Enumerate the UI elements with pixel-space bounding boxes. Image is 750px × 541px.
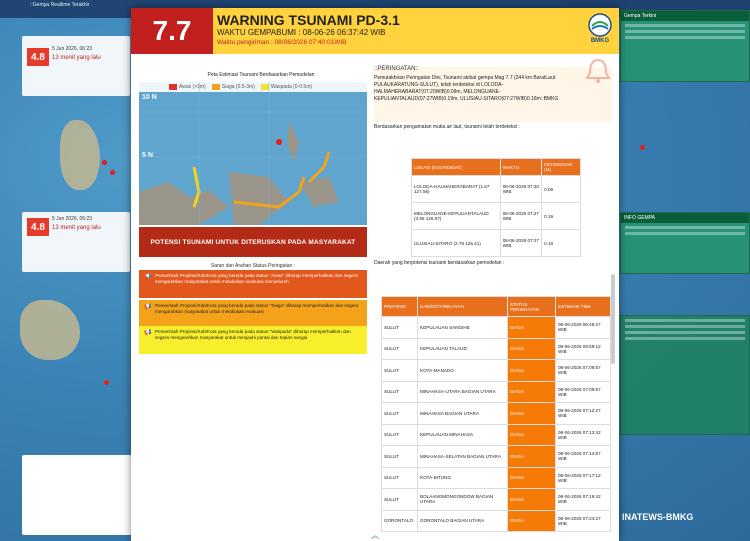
megaphone-icon: 📢 bbox=[144, 330, 152, 336]
legend-waspada: Waspada (0-0.5m) bbox=[261, 84, 312, 90]
lat-label-10n: 10 N bbox=[142, 94, 157, 101]
potensi-banner: POTENSI TSUNAMI UNTUK DITERUSKAN PADA MASYARAKAT bbox=[139, 227, 367, 257]
background-card-ago-1: 13 menit yang lalu bbox=[52, 55, 101, 61]
legend-siaga: Siaga (0.5-3m) bbox=[212, 84, 255, 90]
peringatan-heading: ::PERINGATAN:: bbox=[374, 66, 419, 72]
table-row: SULUT BOLAANGMONGONDOW BAGIAN UTARA SIAGA 08-06-2026 07:19:42 WIB bbox=[382, 489, 611, 511]
table-row: LOLODA-HALMAHERABARAT (1.67 127.56) 08-06-2026 07:20 WIB 0.09 bbox=[412, 176, 581, 203]
background-right-card[interactable] bbox=[620, 10, 750, 82]
background-legend-panel bbox=[22, 455, 132, 535]
area-table bbox=[381, 296, 611, 532]
col-header: WAKTU bbox=[500, 159, 541, 176]
bmkg-emblem-icon bbox=[588, 13, 612, 37]
epicenter-marker bbox=[276, 139, 282, 145]
bmkg-logo bbox=[586, 13, 614, 49]
col-header: ESTIMASI TIBA bbox=[556, 297, 611, 317]
legend-awas: Awas (>3m) bbox=[169, 84, 206, 90]
background-right-card[interactable] bbox=[620, 315, 750, 435]
background-card-mag-1: 4.8 bbox=[27, 48, 49, 66]
background-quake-dot bbox=[640, 145, 645, 150]
quake-time: WAKTU GEMPABUMI : 08-06-26 06:37:42 WIB bbox=[217, 28, 386, 37]
table-row: SULUT KOTA-BITUNG SIAGA 08-06-2026 07:17:12 WIB bbox=[382, 467, 611, 489]
peringatan-body: Pemutakhiran Peringatan Dini, Tsunami akibat gempa Mag 7.7 (244 km BaratLaut PULAUKARATUNG-SULUT), telah terdeteksi di LOLODA-HALMAHERABARAT(07:20WIB)0.09m, MELONGUANE-KEPULIANTALAUD(07:27WIB)0.19m, ULUSIAU-SITARO(07:27WIB)0.18m::BMKG bbox=[374, 75, 559, 102]
observation-table bbox=[411, 158, 581, 257]
col-header: KAB/KOTA/WILAYAH bbox=[418, 297, 508, 317]
col-header: KETINGGIAN (M) bbox=[542, 159, 581, 176]
modal-scrollbar[interactable] bbox=[611, 274, 615, 364]
bmkg-logo-text: BMKG bbox=[590, 38, 610, 44]
warning-title: WARNING TSUNAMI PD-3.1 bbox=[217, 12, 400, 28]
background-quake-dot bbox=[102, 160, 107, 165]
table-row: ULUSIAU-SITARO (2.79 125.41) 08-06-2026 07:27 WIB 0.18 bbox=[412, 230, 581, 257]
saran-awas: 📢 Pemerintah Propinsi/Kab/Kota yang berada pada status "Awas" diharap memperhatikan dan segera mengarahkan masyarakat untuk melakukan evakuasi menyeluruh bbox=[139, 270, 367, 298]
background-title: ::Gempa Realtime Terakhir bbox=[30, 2, 90, 8]
background-card-time-2: 5 Jun 2026, 06:23 bbox=[52, 216, 93, 222]
table-row: SULUT MINAHASA BAGIAN UTARA SIAGA 08-06-2026 07:12:27 WIB bbox=[382, 403, 611, 425]
table-row: SULUT KOTA-MANADO SIAGA 08-06-2026 07:09:57 WIB bbox=[382, 360, 611, 382]
saran-siaga: 📢 Pemerintah Propinsi/Kab/Kota yang berada pada status "Siaga" diharap memperhatikan dan segera mengarahkan masyarakat untuk melakukan evakuasi bbox=[139, 300, 367, 328]
background-card-ago-2: 13 menit yang lalu bbox=[52, 225, 101, 231]
table-row: SULUT KEPULAUAN SANGIHE SIAGA 08-06-2026 06:49:27 WIB bbox=[382, 317, 611, 339]
table-row: GORONTALO GORONTALO BAGIAN UTARA SIAGA 08-06-2026 07:24:27 WIB bbox=[382, 510, 611, 532]
background-quake-dot bbox=[104, 380, 109, 385]
background-card-1[interactable] bbox=[22, 36, 130, 96]
table-row: SULUT MINAHASA-UTARA BAGIAN UTARA SIAGA 08-06-2026 07:09:57 WIB bbox=[382, 381, 611, 403]
area-intro: Daerah yang berpotensi tsunami berdasarkan pemodelan : bbox=[374, 260, 505, 266]
background-right-card[interactable] bbox=[620, 212, 750, 274]
observation-table-header bbox=[412, 159, 581, 176]
col-header: STATUS PERINGATAN bbox=[508, 297, 556, 317]
table-row: SULUT KEPULAUAN TALAUD SIAGA 08-06-2026 06:59:12 WIB bbox=[382, 338, 611, 360]
megaphone-icon: 📢 bbox=[144, 304, 152, 310]
magnitude-badge: 7.7 bbox=[131, 8, 213, 54]
map-land-shapes bbox=[139, 82, 367, 225]
tsunami-warning-modal bbox=[131, 8, 619, 541]
background-right-head: Gempa Terkini bbox=[621, 11, 749, 21]
warning-header bbox=[131, 8, 619, 54]
sent-time: Waktu pengiriman : 08/06/2026 07:40:01WIB bbox=[217, 39, 347, 46]
background-card-mag-2: 4.8 bbox=[27, 218, 49, 236]
background-quake-dot bbox=[110, 170, 115, 175]
background-footer-text: INATEWS-BMKG bbox=[622, 512, 694, 522]
scroll-up-icon[interactable]: ︽ bbox=[371, 531, 379, 540]
observation-intro: Berdasarkan pengamatan muka air laut, tsunami telah terdeteksi : bbox=[374, 124, 520, 130]
megaphone-icon: 📢 bbox=[144, 274, 152, 280]
lat-label-5n: 5 N bbox=[142, 152, 153, 159]
col-header: PROVINSI bbox=[382, 297, 418, 317]
saran-title: Saran dan Arahan Status Peringatan : bbox=[210, 263, 296, 269]
background-card-time-1: 5 Jun 2026, 06:23 bbox=[52, 46, 93, 52]
col-header: LOKASI (KOORDINAT) bbox=[412, 159, 501, 176]
area-table-header bbox=[382, 297, 611, 317]
tsunami-estimate-map bbox=[139, 82, 367, 225]
table-row: MELONGUANE-KEPULIANTALAUD (3.99 126.67) 08-06-2026 07:27 WIB 0.19 bbox=[412, 203, 581, 230]
background-right-banner: INFO GEMPA bbox=[621, 213, 749, 223]
table-row: SULUT KEPULAUAN MINAHASA SIAGA 08-06-2026 07:13:42 WIB bbox=[382, 424, 611, 446]
table-row: SULUT MINAHASA-SELATAN BAGIAN UTARA SIAGA 08-06-2026 07:14:57 WIB bbox=[382, 446, 611, 468]
saran-waspada: 📢 Pemerintah Propinsi/Kab/Kota yang berada pada status "Waspada" diharap memperhatikan dan segera mengarahkan masyarakat untuk menjauhi pantai dan tepian sungai bbox=[139, 326, 367, 354]
map-title: Peta Estimasi Tsunami Berdasarkan Pemodelan bbox=[207, 72, 315, 78]
